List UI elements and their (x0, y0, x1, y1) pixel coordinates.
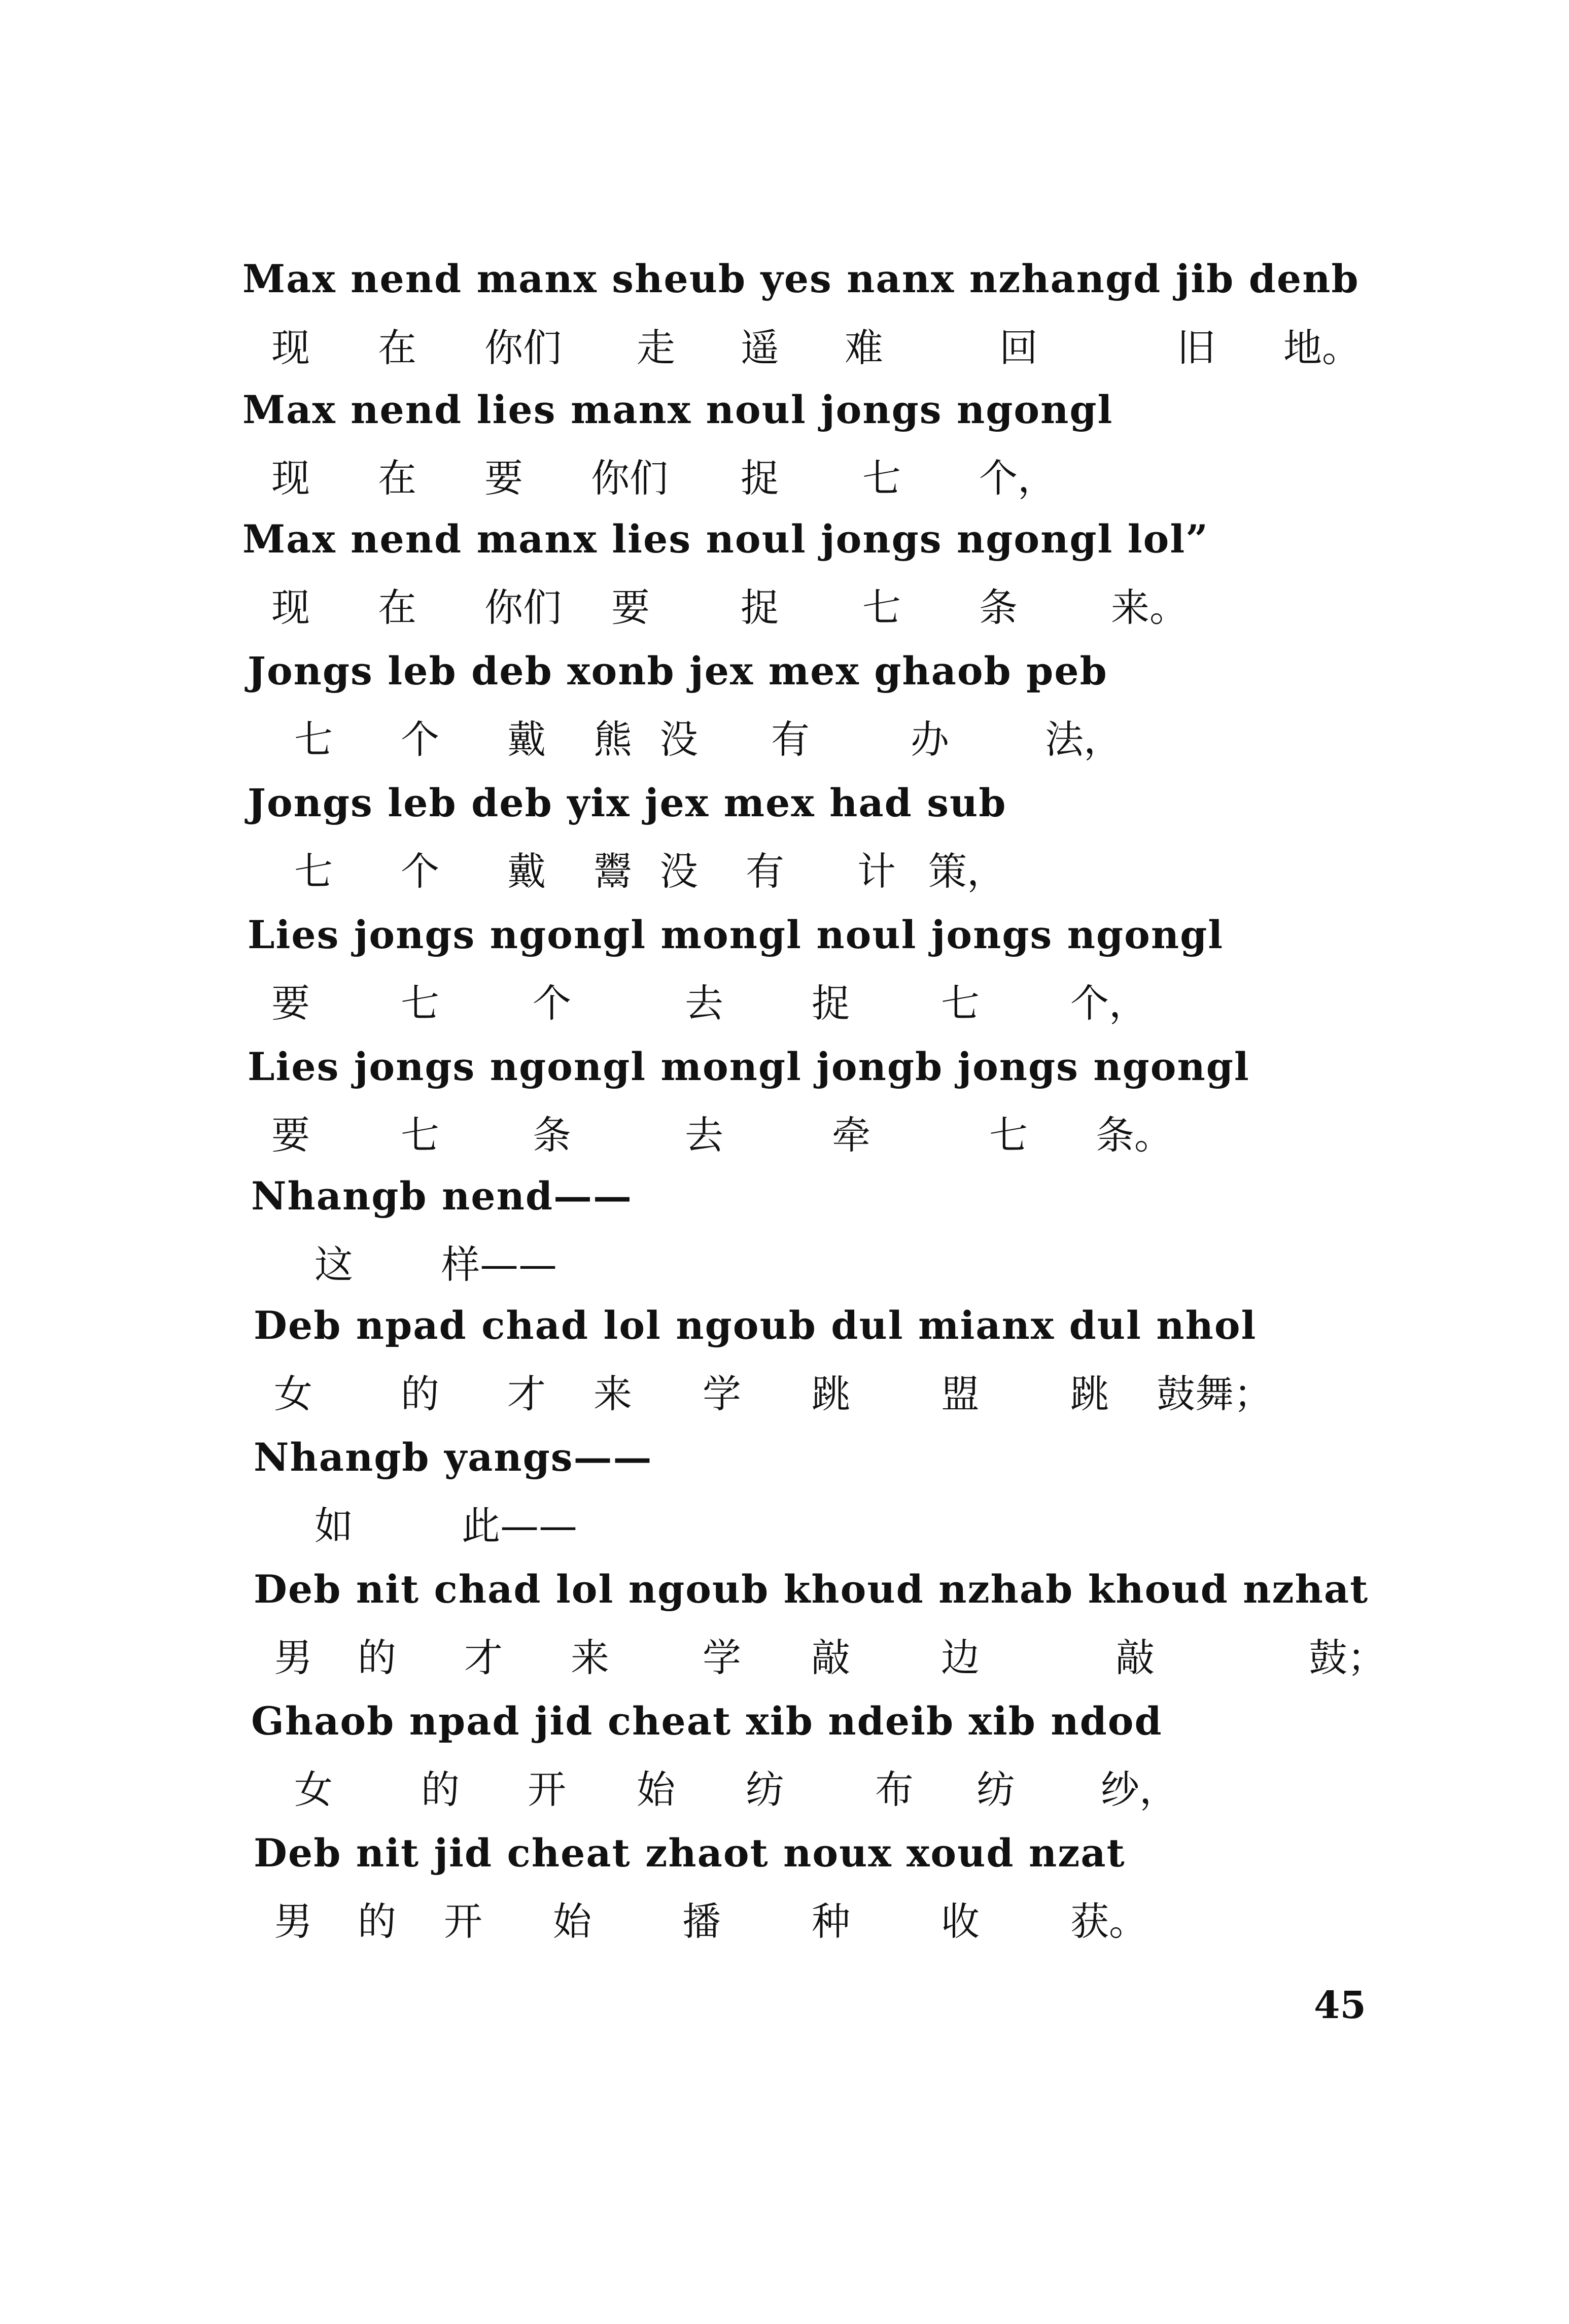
hanzi: 鼓； (1309, 1635, 1386, 1680)
hanzi: 要 (484, 456, 523, 501)
miao-line: Lies jongs ngongl mongl jongb jongs ngongl (248, 1044, 1250, 1089)
hanzi: 始 (553, 1899, 591, 1944)
hanzi: 现 (271, 456, 310, 501)
chinese-line (0, 585, 1569, 634)
hanzi: 这 (315, 1242, 353, 1287)
hanzi: 个 (533, 981, 571, 1026)
hanzi: 条。 (1096, 1113, 1173, 1158)
hanzi: 敲 (1116, 1635, 1155, 1680)
hanzi: 现 (271, 585, 310, 630)
chinese-line (0, 1635, 1569, 1684)
hanzi: 女 (274, 1371, 312, 1416)
hanzi: 男 (274, 1635, 312, 1680)
hanzi: 才 (507, 1371, 546, 1416)
hanzi: 敲 (812, 1635, 850, 1680)
miao-line: Deb nit jid cheat zhaot noux xoud nzat (254, 1830, 1126, 1876)
hanzi: 的 (421, 1767, 460, 1812)
hanzi: 七 (294, 717, 333, 762)
hanzi: 来 (571, 1635, 609, 1680)
hanzi: 去 (685, 981, 723, 1026)
hanzi: 七 (294, 849, 333, 894)
hanzi: 戴 (507, 849, 546, 894)
hanzi: 女 (294, 1767, 333, 1812)
hanzi: 牵 (832, 1113, 870, 1158)
miao-line: Deb npad chad lol ngoub dul mianx dul nhol (254, 1303, 1257, 1348)
chinese-line (0, 1503, 1569, 1552)
miao-line: Max nend manx sheub yes nanx nzhangd jib denb (242, 256, 1359, 301)
hanzi: 捉 (812, 981, 850, 1026)
hanzi: 去 (685, 1113, 723, 1158)
hanzi: 难 (845, 325, 883, 370)
hanzi: 有 (771, 717, 810, 762)
hanzi: 没 (659, 717, 698, 762)
hanzi: 边 (941, 1635, 980, 1680)
hanzi: 遥 (741, 325, 779, 370)
hanzi: 策， (928, 849, 1005, 894)
hanzi: 开 (528, 1767, 566, 1812)
chinese-line (0, 456, 1569, 505)
hanzi: 要 (271, 1113, 310, 1158)
hanzi: 个， (979, 456, 1056, 501)
miao-line: Jongs leb deb xonb jex mex ghaob peb (248, 648, 1108, 693)
hanzi: 地。 (1283, 325, 1361, 370)
hanzi: 收 (941, 1899, 980, 1944)
hanzi: 纺 (746, 1767, 784, 1812)
hanzi: 七 (989, 1113, 1028, 1158)
chinese-line (0, 849, 1569, 898)
hanzi: 始 (637, 1767, 675, 1812)
hanzi: 播 (682, 1899, 721, 1944)
miao-line: Jongs leb deb yix jex mex had sub (248, 780, 1007, 825)
hanzi: 开 (444, 1899, 482, 1944)
hanzi: 现 (271, 325, 310, 370)
hanzi: 的 (401, 1371, 439, 1416)
hanzi: 戴 (507, 717, 546, 762)
hanzi: 在 (378, 456, 416, 501)
hanzi: 个， (1070, 981, 1147, 1026)
hanzi: 七 (862, 585, 901, 630)
miao-line: Max nend manx lies noul jongs ngongl lol” (242, 516, 1209, 562)
chinese-line (0, 1113, 1569, 1162)
hanzi: 你们 (484, 325, 562, 370)
hanzi: 办 (911, 717, 949, 762)
hanzi: 学 (703, 1371, 741, 1416)
hanzi: 你们 (591, 456, 668, 501)
miao-line: Nhangb nend—— (251, 1173, 633, 1219)
hanzi: 个 (401, 849, 439, 894)
hanzi: 计 (857, 849, 896, 894)
hanzi: 在 (378, 585, 416, 630)
hanzi: 有 (746, 849, 784, 894)
hanzi: 如 (315, 1503, 353, 1548)
miao-line: Max nend lies manx noul jongs ngongl (242, 387, 1113, 432)
hanzi: 跳 (812, 1371, 850, 1416)
hanzi: 的 (358, 1899, 396, 1944)
hanzi: 此—— (462, 1503, 577, 1548)
hanzi: 要 (611, 585, 650, 630)
hanzi: 条 (979, 585, 1018, 630)
miao-line: Ghaob npad jid cheat xib ndeib xib ndod (251, 1698, 1163, 1744)
hanzi: 七 (401, 981, 439, 1026)
hanzi: 男 (274, 1899, 312, 1944)
hanzi: 捉 (741, 456, 779, 501)
hanzi: 七 (941, 981, 980, 1026)
hanzi: 盟 (941, 1371, 980, 1416)
hanzi: 你们 (484, 585, 562, 630)
chinese-line (0, 981, 1569, 1030)
hanzi: 获。 (1070, 1899, 1147, 1944)
hanzi: 来。 (1111, 585, 1188, 630)
chinese-line (0, 717, 1569, 766)
hanzi: 才 (464, 1635, 503, 1680)
hanzi: 走 (637, 325, 675, 370)
hanzi: 法， (1045, 717, 1122, 762)
hanzi: 纱， (1101, 1767, 1178, 1812)
chinese-line (0, 325, 1569, 374)
hanzi: 要 (271, 981, 310, 1026)
hanzi: 回 (999, 325, 1038, 370)
miao-line: Nhangb yangs—— (254, 1435, 653, 1480)
hanzi: 学 (703, 1635, 741, 1680)
miao-line: Deb nit chad lol ngoub khoud nzhab khoud nzhat (254, 1567, 1369, 1612)
hanzi: 在 (378, 325, 416, 370)
chinese-line (0, 1899, 1569, 1948)
hanzi: 七 (401, 1113, 439, 1158)
hanzi: 熊 (594, 717, 632, 762)
hanzi: 没 (659, 849, 698, 894)
hanzi: 个 (401, 717, 439, 762)
hanzi: 样—— (441, 1242, 557, 1287)
hanzi: 跳 (1070, 1371, 1109, 1416)
hanzi: 旧 (1177, 325, 1215, 370)
hanzi: 条 (533, 1113, 571, 1158)
page-number: 45 (1314, 1984, 1366, 2027)
hanzi: 布 (875, 1767, 914, 1812)
hanzi: 种 (812, 1899, 850, 1944)
hanzi: 纺 (977, 1767, 1015, 1812)
hanzi: 来 (594, 1371, 632, 1416)
hanzi: 七 (862, 456, 901, 501)
chinese-line (0, 1767, 1569, 1816)
miao-line: Lies jongs ngongl mongl noul jongs ngongl (248, 912, 1224, 957)
hanzi: 捉 (741, 585, 779, 630)
hanzi: 鬻 (594, 849, 632, 894)
chinese-line (0, 1371, 1569, 1420)
hanzi: 的 (358, 1635, 396, 1680)
chinese-line (0, 1242, 1569, 1291)
hanzi: 鼓舞； (1157, 1371, 1272, 1416)
